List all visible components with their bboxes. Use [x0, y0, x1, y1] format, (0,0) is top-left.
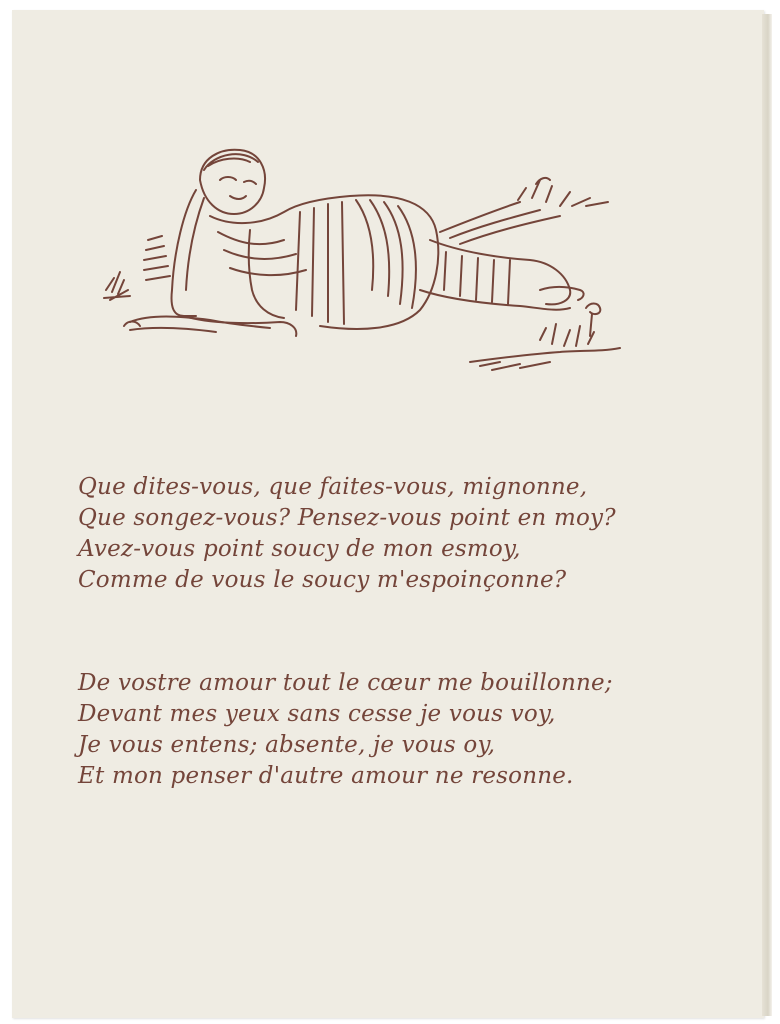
verse-line: Comme de vous le soucy m'espoinçonne? [78, 567, 567, 593]
verse-line: Avez-vous point soucy de mon esmoy, [78, 536, 521, 562]
verse-line: Que songez-vous? Pensez-vous point en moy? [78, 505, 616, 531]
poem-stanza-2 [78, 668, 698, 792]
verse-line: Devant mes yeux sans cesse je vous voy, [78, 701, 556, 727]
figure-body [184, 195, 438, 336]
grass-right [470, 304, 620, 371]
figure-head [200, 150, 265, 214]
figure-legs [420, 240, 584, 310]
figure-arm-raised [144, 190, 204, 316]
verse-line: Je vous entens; absente, je vous oy, [78, 732, 496, 758]
grass-left [104, 272, 130, 300]
brush-right [440, 178, 608, 244]
poem-stanza-1 [78, 472, 698, 596]
page-edge [762, 14, 772, 1016]
verse-line: De vostre amour tout le cœur me bouillonne; [78, 670, 613, 696]
verse-line: Que dites-vous, que faites-vous, mignonne, [78, 474, 588, 500]
figure-arm-ground [124, 317, 270, 333]
reclining-woman-illustration [100, 140, 630, 380]
verse-line: Et mon penser d'autre amour ne resonne. [78, 763, 574, 789]
